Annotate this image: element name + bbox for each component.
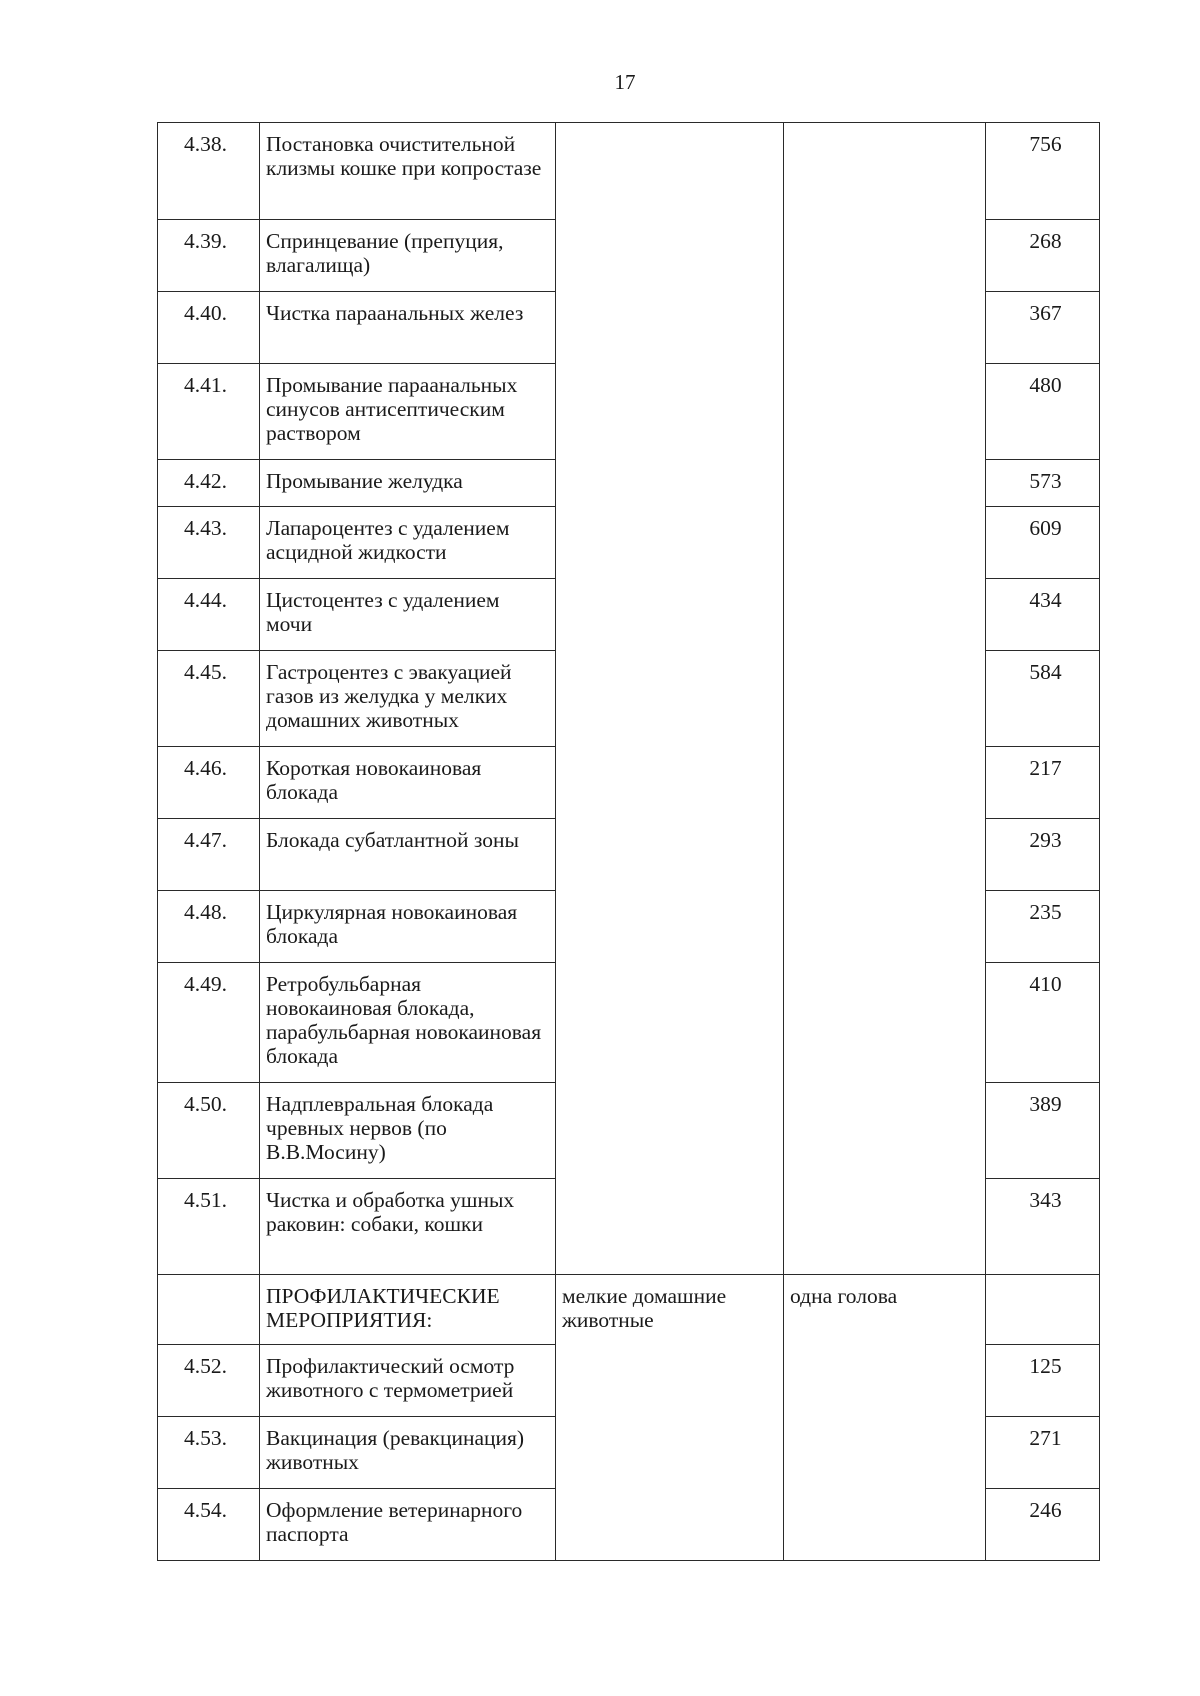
price-cell: 573 — [986, 460, 1100, 507]
service-name: Короткая новокаиновая блокада — [260, 747, 556, 819]
price-cell: 410 — [986, 963, 1100, 1083]
row-number: 4.38. — [158, 123, 260, 220]
row-number: 4.51. — [158, 1179, 260, 1275]
price-table — [157, 122, 1100, 1561]
price-cell: 343 — [986, 1179, 1100, 1275]
page-number: 17 — [614, 70, 636, 94]
section-price-empty — [986, 1275, 1100, 1345]
price-cell: 434 — [986, 579, 1100, 651]
service-name: Чистка параанальных желез — [260, 292, 556, 364]
service-name: Постановка очистительной клизмы кошке при копростазе — [260, 123, 556, 220]
row-number: 4.47. — [158, 819, 260, 891]
unit-cell-empty — [784, 123, 986, 1275]
section-title: ПРОФИЛАКТИЧЕСКИЕ МЕРОПРИЯТИЯ: — [260, 1275, 556, 1345]
service-name: Цистоцентез с удалением мочи — [260, 579, 556, 651]
price-cell: 584 — [986, 651, 1100, 747]
price-cell: 268 — [986, 220, 1100, 292]
price-cell: 293 — [986, 819, 1100, 891]
service-name: Спринцевание (препуция, влагалища) — [260, 220, 556, 292]
service-name: Надплевральная блокада чревных нервов (по В.В.Мосину) — [260, 1083, 556, 1179]
price-cell: 609 — [986, 507, 1100, 579]
row-number: 4.54. — [158, 1489, 260, 1561]
service-name: Циркулярная новокаиновая блокада — [260, 891, 556, 963]
service-name: Ретробульбарная новокаиновая блокада, парабульбарная новокаиновая блокада — [260, 963, 556, 1083]
section-number-empty — [158, 1275, 260, 1345]
price-cell: 217 — [986, 747, 1100, 819]
service-name: Лапароцентез с удалением асцидной жидкости — [260, 507, 556, 579]
section-header-row — [158, 1275, 1100, 1345]
price-cell: 480 — [986, 364, 1100, 460]
row-number: 4.41. — [158, 364, 260, 460]
row-number: 4.40. — [158, 292, 260, 364]
service-name: Промывание параанальных синусов антисептическим раствором — [260, 364, 556, 460]
service-name: Оформление ветеринарного паспорта — [260, 1489, 556, 1561]
row-number: 4.43. — [158, 507, 260, 579]
service-name: Гастроцентез с эвакуацией газов из желудка у мелких домашних животных — [260, 651, 556, 747]
row-number: 4.53. — [158, 1417, 260, 1489]
service-name: Блокада субатлантной зоны — [260, 819, 556, 891]
service-name: Промывание желудка — [260, 460, 556, 507]
row-number: 4.39. — [158, 220, 260, 292]
row-number: 4.46. — [158, 747, 260, 819]
price-cell: 235 — [986, 891, 1100, 963]
row-number: 4.50. — [158, 1083, 260, 1179]
unit-cell: одна голова — [784, 1275, 986, 1561]
service-name: Вакцинация (ревакцинация) животных — [260, 1417, 556, 1489]
price-cell: 389 — [986, 1083, 1100, 1179]
price-cell: 125 — [986, 1345, 1100, 1417]
service-name: Профилактический осмотр животного с термометрией — [260, 1345, 556, 1417]
animal-type-cell-empty — [556, 123, 784, 1275]
price-cell: 246 — [986, 1489, 1100, 1561]
row-number: 4.42. — [158, 460, 260, 507]
row-number: 4.52. — [158, 1345, 260, 1417]
table-row — [158, 123, 1100, 220]
row-number: 4.44. — [158, 579, 260, 651]
row-number: 4.45. — [158, 651, 260, 747]
row-number: 4.48. — [158, 891, 260, 963]
row-number: 4.49. — [158, 963, 260, 1083]
price-cell: 756 — [986, 123, 1100, 220]
price-cell: 271 — [986, 1417, 1100, 1489]
service-name: Чистка и обработка ушных раковин: собаки, кошки — [260, 1179, 556, 1275]
price-cell: 367 — [986, 292, 1100, 364]
animal-type-cell: мелкие домашние животные — [556, 1275, 784, 1561]
